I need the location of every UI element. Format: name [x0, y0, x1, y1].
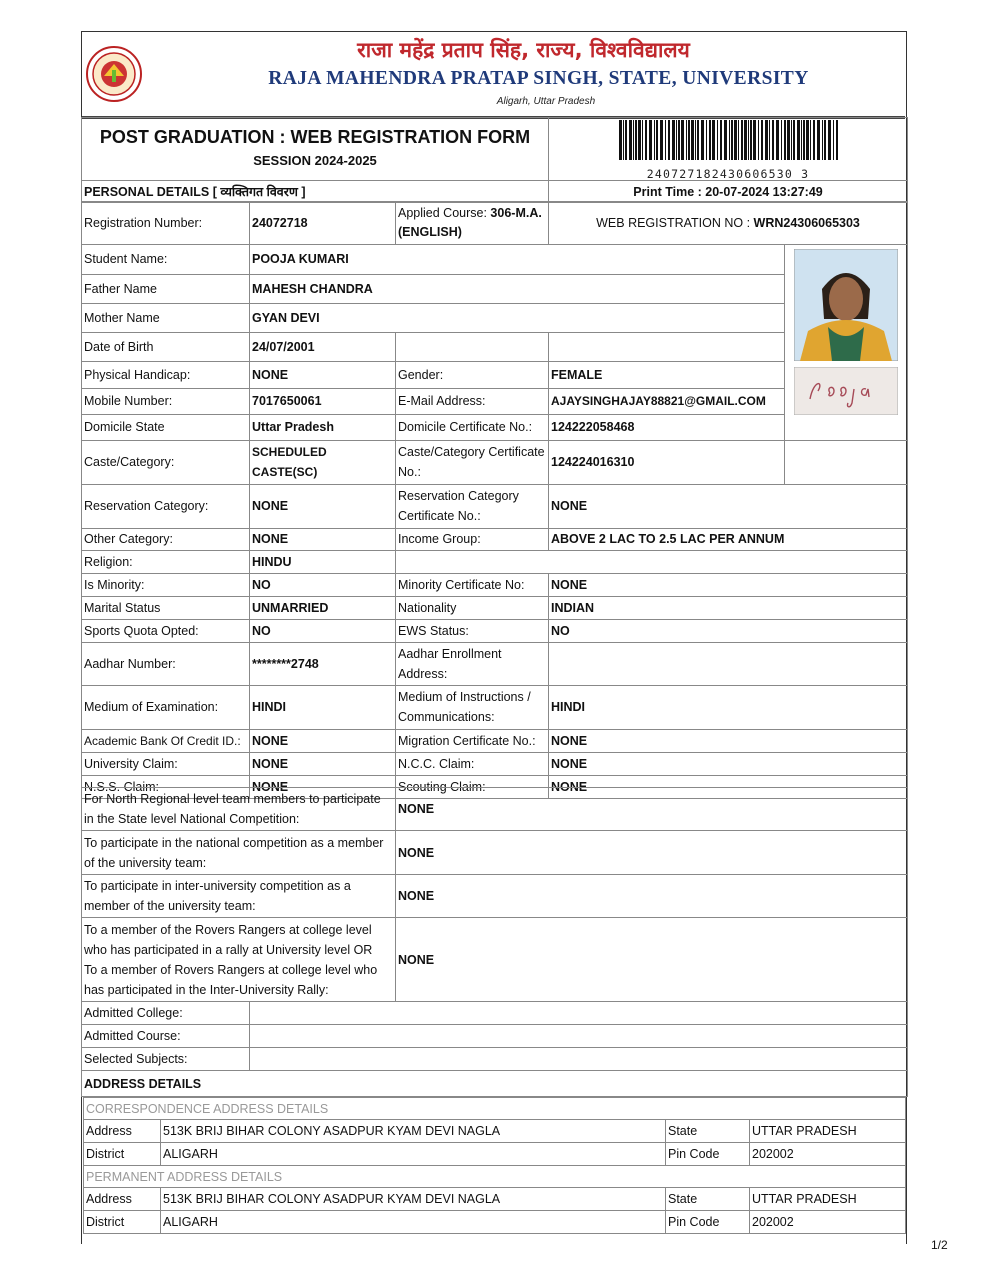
- barcode-bar: [672, 120, 675, 160]
- district-label: District: [84, 1143, 161, 1166]
- barcode-bar: [791, 120, 792, 160]
- admission-table: [81, 1001, 908, 1097]
- barcode-bar: [649, 120, 652, 160]
- signature-cell: [785, 361, 908, 440]
- caste-label: Caste/Category:: [82, 440, 250, 484]
- minority-value: NO: [250, 573, 396, 596]
- minority-label: Is Minority:: [82, 573, 250, 596]
- barcode-bar: [731, 120, 733, 160]
- sports-quota-label: Sports Quota Opted:: [82, 619, 250, 642]
- barcode-bar: [793, 120, 795, 160]
- caste-cert-label: Caste/Category Certificate No.:: [396, 440, 549, 484]
- email-value: AJAYSINGHAJAY88821@GMAIL.COM: [549, 388, 785, 414]
- applied-course-cell: [396, 202, 549, 245]
- pin-code-label: Pin Code: [666, 1211, 750, 1234]
- other-category-value: NONE: [250, 528, 396, 550]
- form-title: POST GRADUATION : WEB REGISTRATION FORM: [99, 127, 531, 147]
- student-name-label: Student Name:: [82, 245, 250, 275]
- barcode-bar: [656, 120, 658, 160]
- reservation-value: NONE: [250, 484, 396, 528]
- correspondence-district-value: ALIGARH: [161, 1143, 666, 1166]
- domicile-cert-value: 124222058468: [549, 414, 785, 440]
- barcode-bar: [753, 120, 756, 160]
- caste-value: SCHEDULED CASTE(SC): [250, 440, 396, 484]
- gender-label: Gender:: [396, 361, 549, 388]
- mobile-label: Mobile Number:: [82, 388, 250, 414]
- nss-label: N.S.S. Claim:: [82, 775, 250, 798]
- state-label: State: [666, 1120, 750, 1143]
- gender-value: FEMALE: [549, 361, 785, 388]
- dob-value: 24/07/2001: [250, 332, 396, 361]
- barcode-bar: [822, 120, 823, 160]
- barcode-bar: [817, 120, 820, 160]
- domicile-state-value: Uttar Pradesh: [250, 414, 396, 440]
- barcode-bar: [676, 120, 677, 160]
- barcode-bar: [678, 120, 680, 160]
- income-label: Income Group:: [396, 528, 549, 550]
- caste-cert-value: 124224016310: [549, 440, 785, 484]
- aadhar-enroll-label: Aadhar Enrollment Address:: [396, 642, 549, 685]
- barcode-bar: [724, 120, 727, 160]
- title-table: [81, 117, 908, 203]
- barcode-bar: [836, 120, 838, 160]
- father-name-value: MAHESH CHANDRA: [250, 274, 785, 303]
- barcode-bar: [697, 120, 699, 160]
- correspondence-state-value: UTTAR PRADESH: [750, 1120, 906, 1143]
- university-name-english: RAJA MAHENDRA PRATAP SINGH, STATE, UNIVERSITY: [268, 68, 809, 89]
- state-label: State: [666, 1188, 750, 1211]
- barcode-bar: [712, 120, 715, 160]
- barcode-bar: [717, 120, 718, 160]
- district-label: District: [84, 1211, 161, 1234]
- barcode-bar: [803, 120, 805, 160]
- domicile-cert-label: Domicile Certificate No.:: [396, 414, 549, 440]
- aadhar-value: ********2748: [250, 642, 396, 685]
- barcode-bar: [738, 120, 739, 160]
- barcode-bar: [619, 120, 622, 160]
- web-registration-label: WEB REGISTRATION NO :: [596, 216, 754, 230]
- barcode-bar: [633, 120, 634, 160]
- barcode-bar: [750, 120, 752, 160]
- nationality-label: Nationality: [396, 596, 549, 619]
- medium-exam-value: HINDI: [250, 685, 396, 729]
- barcode-bar: [828, 120, 831, 160]
- marital-label: Marital Status: [82, 596, 250, 619]
- barcode-bar: [776, 120, 779, 160]
- migration-value: NONE: [549, 729, 908, 752]
- barcode-bar: [772, 120, 774, 160]
- religion-label: Religion:: [82, 550, 250, 573]
- claim-value: NONE: [396, 875, 908, 918]
- university-name-hindi: राजा महेंद्र प्रताप सिंह, राज्य, विश्वविद्यालय: [357, 38, 690, 62]
- dob-label: Date of Birth: [82, 332, 250, 361]
- barcode-bar: [668, 120, 670, 160]
- permanent-address-title: PERMANENT ADDRESS DETAILS: [84, 1166, 906, 1188]
- barcode-bar: [623, 120, 624, 160]
- ews-label: EWS Status:: [396, 619, 549, 642]
- abc-id-label: Academic Bank Of Credit ID.:: [82, 729, 250, 752]
- permanent-state-value: UTTAR PRADESH: [750, 1188, 906, 1211]
- student-name-value: POOJA KUMARI: [250, 245, 785, 275]
- barcode-bar: [701, 120, 704, 160]
- handicap-value: NONE: [250, 361, 396, 388]
- permanent-pin-value: 202002: [750, 1211, 906, 1234]
- applied-course-value: 306-M.A. (ENGLISH): [398, 206, 542, 239]
- barcode-bar: [833, 120, 834, 160]
- photo-cell: [785, 245, 908, 362]
- barcode-bar: [706, 120, 707, 160]
- empty-cell: [396, 550, 908, 573]
- barcode-bar: [748, 120, 749, 160]
- barcode-bar: [744, 120, 747, 160]
- selected-subjects-label: Selected Subjects:: [82, 1048, 250, 1071]
- barcode-bar: [769, 120, 770, 160]
- admitted-course-label: Admitted Course:: [82, 1025, 250, 1048]
- barcode-bar: [660, 120, 663, 160]
- barcode-bar: [787, 120, 790, 160]
- barcode-bar: [801, 120, 802, 160]
- correspondence-address-value: 513K BRIJ BIHAR COLONY ASADPUR KYAM DEVI NAGLA: [161, 1120, 666, 1143]
- barcode-bar: [691, 120, 694, 160]
- barcode-bar: [729, 120, 730, 160]
- barcode-bar: [810, 120, 811, 160]
- university-location: Aligarh, Uttar Pradesh: [496, 96, 596, 107]
- sports-quota-value: NO: [250, 619, 396, 642]
- migration-label: Migration Certificate No.:: [396, 729, 549, 752]
- permanent-district-value: ALIGARH: [161, 1211, 666, 1234]
- barcode-bar: [695, 120, 696, 160]
- admitted-course-value: [250, 1025, 908, 1048]
- barcode-number: 240727182430606530 3: [646, 167, 810, 181]
- admitted-college-label: Admitted College:: [82, 1002, 250, 1025]
- claim-label: To a member of the Rovers Rangers at college level who has participated in a rally at University level OR: [84, 922, 373, 957]
- ews-value: NO: [549, 619, 908, 642]
- barcode-bar: [784, 120, 786, 160]
- reg-number-label: Registration Number:: [82, 202, 250, 245]
- web-registration-value: WRN24306065303: [753, 216, 860, 230]
- barcode-bar: [781, 120, 782, 160]
- nss-value: NONE: [250, 775, 396, 798]
- empty-cell: [549, 332, 785, 361]
- barcode-cell: [549, 118, 908, 181]
- address-details-title: ADDRESS DETAILS: [82, 1071, 908, 1097]
- barcode-bar: [686, 120, 687, 160]
- father-name-label: Father Name: [82, 274, 250, 303]
- barcode-bar: [688, 120, 690, 160]
- reservation-cert-value: NONE: [549, 484, 908, 528]
- permanent-address-value: 513K BRIJ BIHAR COLONY ASADPUR KYAM DEVI NAGLA: [161, 1188, 666, 1211]
- marital-value: UNMARRIED: [250, 596, 396, 619]
- ncc-value: NONE: [549, 752, 908, 775]
- print-time: Print Time : 20-07-2024 13:27:49: [549, 181, 908, 203]
- university-claim-value: NONE: [250, 752, 396, 775]
- barcode-bar: [638, 120, 641, 160]
- scouting-label: Scouting Claim:: [396, 775, 549, 798]
- admitted-college-value: [250, 1002, 908, 1025]
- medium-instr-label: Medium of Instructions / Communications:: [396, 685, 549, 729]
- barcode-bar: [813, 120, 815, 160]
- mobile-value: 7017650061: [250, 388, 396, 414]
- scouting-value: NONE: [549, 775, 908, 798]
- empty-cell: [785, 440, 908, 484]
- personal-details-table: [81, 201, 908, 799]
- page-number: 1/2: [931, 1238, 948, 1252]
- barcode-bar: [635, 120, 637, 160]
- barcode-bar: [806, 120, 809, 160]
- section-personal-details: PERSONAL DETAILS [ व्यक्तिगत विवरण ]: [82, 181, 549, 203]
- address-table: [83, 1097, 906, 1234]
- barcode-bar: [761, 120, 763, 160]
- other-category-label: Other Category:: [82, 528, 250, 550]
- form-title-cell: [82, 118, 549, 181]
- claim-label-continued: To a member of Rovers Rangers at college level who has participated in the Inter-University Rally:: [84, 962, 378, 997]
- medium-instr-value: HINDI: [549, 685, 908, 729]
- claim-label-cell: [82, 918, 396, 1002]
- minority-cert-label: Minority Certificate No:: [396, 573, 549, 596]
- barcode-bar: [797, 120, 800, 160]
- reg-number-value: 24072718: [250, 202, 396, 245]
- barcode-bar: [654, 120, 655, 160]
- barcode-bar: [758, 120, 759, 160]
- mother-name-label: Mother Name: [82, 303, 250, 332]
- claim-label: To participate in inter-university competition as a member of the university team:: [82, 875, 396, 918]
- mother-name-value: GYAN DEVI: [250, 303, 785, 332]
- empty-cell: [396, 332, 549, 361]
- barcode-bar: [709, 120, 711, 160]
- medium-exam-label: Medium of Examination:: [82, 685, 250, 729]
- barcode-bar: [824, 120, 826, 160]
- claim-value: NONE: [396, 831, 908, 875]
- pin-code-label: Pin Code: [666, 1143, 750, 1166]
- address-label: Address: [84, 1188, 161, 1211]
- claim-label: For North Regional level team members to participate in the State level National Competition:: [82, 788, 396, 831]
- claims-table: [81, 787, 908, 1002]
- selected-subjects-value: [250, 1048, 908, 1071]
- barcode-bar: [642, 120, 643, 160]
- barcode-bar: [734, 120, 737, 160]
- barcode-bar: [645, 120, 647, 160]
- reservation-label: Reservation Category:: [82, 484, 250, 528]
- barcode-bar: [720, 120, 722, 160]
- barcode-bar: [741, 120, 743, 160]
- correspondence-address-title: CORRESPONDENCE ADDRESS DETAILS: [84, 1098, 906, 1120]
- aadhar-enroll-value: [549, 642, 908, 685]
- claim-label: To participate in the national competition as a member of the university team:: [82, 831, 396, 875]
- email-label: E-Mail Address:: [396, 388, 549, 414]
- nationality-value: INDIAN: [549, 596, 908, 619]
- income-value: ABOVE 2 LAC TO 2.5 LAC PER ANNUM: [549, 528, 908, 550]
- religion-value: HINDU: [250, 550, 396, 573]
- address-label: Address: [84, 1120, 161, 1143]
- student-signature: [794, 367, 898, 415]
- handicap-label: Physical Handicap:: [82, 361, 250, 388]
- university-header: [82, 32, 905, 119]
- applied-course-label: Applied Course:: [398, 206, 491, 220]
- barcode-bar: [629, 120, 632, 160]
- barcode-bar: [681, 120, 684, 160]
- barcode-bar: [665, 120, 666, 160]
- correspondence-pin-value: 202002: [750, 1143, 906, 1166]
- abc-id-value: NONE: [250, 729, 396, 752]
- reservation-cert-label: Reservation Category Certificate No.:: [396, 484, 549, 528]
- aadhar-label: Aadhar Number:: [82, 642, 250, 685]
- claim-value: NONE: [396, 788, 908, 831]
- claim-value: NONE: [396, 918, 908, 1002]
- barcode-bar: [765, 120, 768, 160]
- student-photo: [794, 249, 898, 361]
- ncc-label: N.C.C. Claim:: [396, 752, 549, 775]
- minority-cert-value: NONE: [549, 573, 908, 596]
- barcode-bar: [625, 120, 627, 160]
- session-label: SESSION 2024-2025: [253, 153, 377, 168]
- domicile-state-label: Domicile State: [82, 414, 250, 440]
- web-registration-cell: [549, 202, 908, 245]
- barcode-image: [617, 118, 839, 162]
- university-claim-label: University Claim:: [82, 752, 250, 775]
